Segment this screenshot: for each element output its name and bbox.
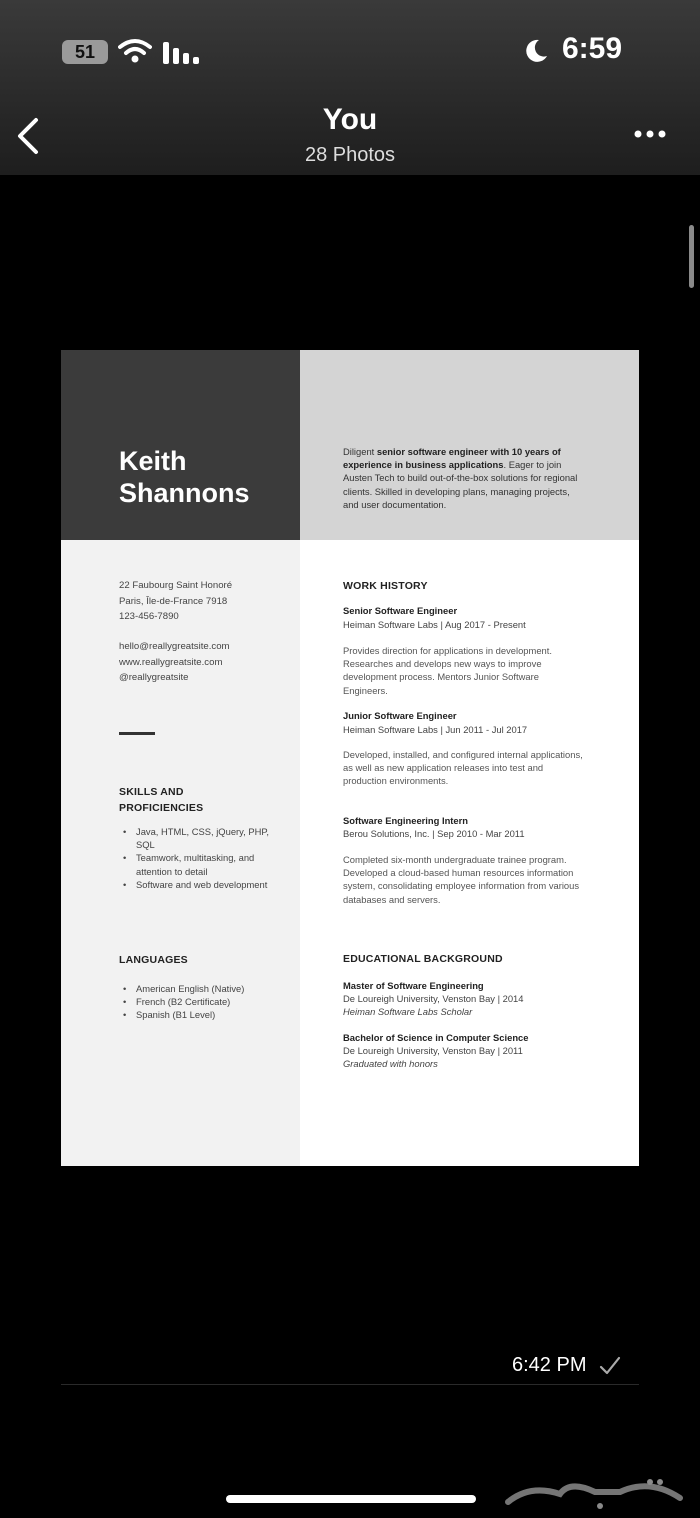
skills-heading: SKILLS AND PROFICIENCIES: [119, 786, 204, 814]
photo-count: 28 Photos: [304, 144, 396, 166]
degree-school: De Loureigh University, Venston Bay | 2011: [343, 1045, 523, 1056]
album-title: You: [322, 103, 378, 136]
list-item: • American English (Native): [119, 982, 279, 995]
job-title: Software Engineering Intern: [343, 815, 469, 826]
ellipsis-icon[interactable]: [630, 126, 670, 142]
skills-list: [119, 825, 279, 891]
degree-note: Graduated with honors: [343, 1058, 438, 1069]
message-timestamp: 6:42 PM: [512, 1354, 587, 1376]
moon-icon: [523, 38, 549, 64]
work-history-heading: WORK HISTORY: [343, 580, 428, 592]
languages-list: [119, 982, 279, 1022]
job-employer: Heiman Software Labs | Jun 2011 - Jul 2017: [343, 724, 528, 735]
wifi-icon: [118, 38, 152, 64]
top-bar: [0, 0, 700, 175]
status-time: 6:59: [561, 32, 622, 65]
checkmark-icon: [599, 1356, 621, 1376]
degree-title: Bachelor of Science in Computer Science: [343, 1032, 529, 1043]
address-block: 22 Faubourg Saint Honoré Paris, Île-de-France 7918 123-456-7890: [119, 580, 233, 622]
online-contact-block: hello@reallygreatsite.com www.reallygreatsite.com @reallygreatsite: [119, 641, 230, 683]
resume-summary: Diligent senior software engineer with 10 years of experience in business applications. Eager to join Austen Tech to build out-of-the-box solutions for regional clients. Skilled in developing plans, managing projects, and user documentation.: [343, 446, 578, 510]
battery-indicator: 51: [62, 40, 108, 64]
separator: [61, 1384, 639, 1385]
degree-title: Master of Software Engineering: [343, 980, 484, 991]
resume-photo[interactable]: [61, 350, 639, 1166]
degree-school: De Loureigh University, Venston Bay | 2014: [343, 993, 524, 1004]
job-description: Completed six-month undergraduate trainee program. Developed a cloud-based human resources information system, consolidating employee information from various databases and servers.: [343, 854, 580, 905]
education-heading: EDUCATIONAL BACKGROUND: [343, 953, 503, 965]
resume-name: Keith Shannons: [119, 446, 250, 508]
scrollbar[interactable]: [689, 225, 694, 288]
list-item: • French (B2 Certificate): [119, 995, 279, 1008]
signal-icon: [162, 40, 200, 64]
job-description: Provides direction for applications in development. Researches and develops new ways to improve development process. Mentors Junior Software Engineers.: [343, 645, 552, 696]
job-employer: Berou Solutions, Inc. | Sep 2010 - Mar 2011: [343, 828, 525, 839]
home-indicator[interactable]: [226, 1495, 476, 1503]
job-title: Senior Software Engineer: [343, 605, 458, 616]
job-title: Junior Software Engineer: [343, 710, 457, 721]
languages-heading: LANGUAGES: [119, 954, 188, 966]
list-item: • Software and web development: [119, 878, 279, 891]
divider: [119, 732, 155, 735]
list-item: • Spanish (B1 Level): [119, 1008, 279, 1021]
degree-note: Heiman Software Labs Scholar: [343, 1006, 473, 1017]
watermark-logo: [500, 1472, 692, 1512]
list-item: • Java, HTML, CSS, jQuery, PHP, SQL: [119, 825, 279, 851]
job-employer: Heiman Software Labs | Aug 2017 - Present: [343, 619, 526, 630]
job-description: Developed, installed, and configured internal applications, as well as new application releases into test and production environments.: [343, 749, 583, 787]
list-item: • Teamwork, multitasking, and attention to detail: [119, 851, 279, 877]
